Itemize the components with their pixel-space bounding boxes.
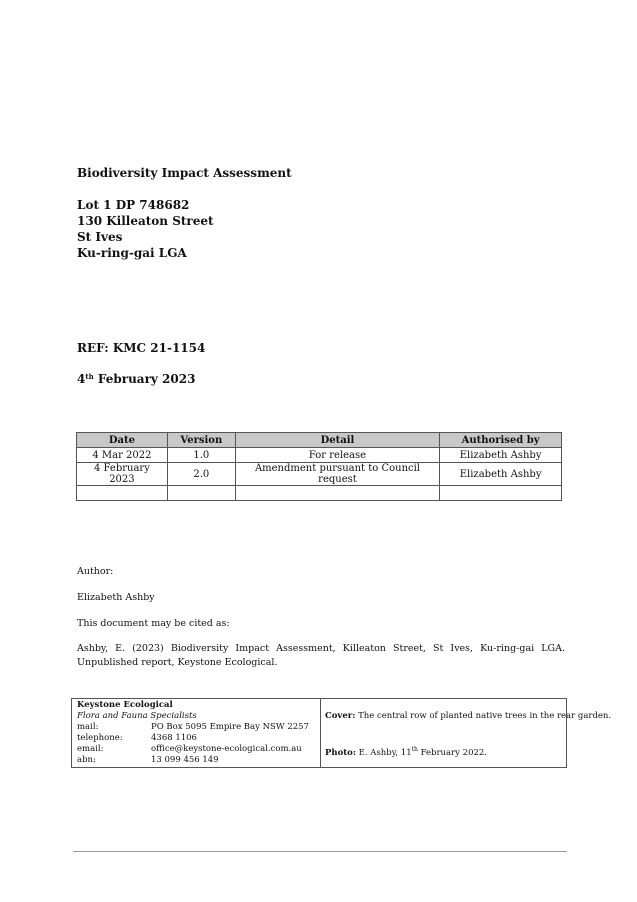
header-date: Date bbox=[77, 433, 168, 448]
cell-authorised-by: Elizabeth Ashby bbox=[440, 463, 562, 486]
header-version: Version bbox=[167, 433, 235, 448]
contact-key: mail: bbox=[77, 722, 99, 732]
cell-version bbox=[167, 486, 235, 501]
contact-telephone bbox=[77, 733, 197, 744]
cell-date: 4 Mar 2022 bbox=[77, 448, 168, 463]
document-date bbox=[77, 372, 195, 386]
cell-date: 4 February 2023 bbox=[77, 463, 168, 486]
company-contact bbox=[72, 699, 321, 767]
author-label: Author: bbox=[77, 566, 114, 577]
address-line: St Ives bbox=[77, 230, 123, 244]
contact-value: 4368 1106 bbox=[151, 733, 197, 743]
contact-key: email: bbox=[77, 744, 104, 754]
contact-email bbox=[77, 744, 302, 755]
table-header-row bbox=[77, 433, 562, 448]
contact-mail bbox=[77, 722, 309, 733]
photo-text-pre: E. Ashby, 11 bbox=[355, 747, 412, 758]
cell-detail: For release bbox=[235, 448, 439, 463]
header-authorised-by: Authorised by bbox=[440, 433, 562, 448]
citation-label: This document may be cited as: bbox=[77, 618, 230, 629]
contact-key: abn: bbox=[77, 755, 96, 765]
reference-number: REF: KMC 21-1154 bbox=[77, 341, 206, 355]
photo-sup: th bbox=[411, 746, 418, 753]
photo-text-post: February 2022. bbox=[417, 747, 488, 758]
cover-text: The central row of planted native trees in the rear garden. bbox=[355, 711, 612, 721]
date-suffix: th bbox=[85, 372, 94, 381]
date-day: 4 bbox=[77, 372, 86, 386]
header-detail: Detail bbox=[235, 433, 439, 448]
cover-label: Cover: bbox=[325, 711, 356, 721]
document-title: Biodiversity Impact Assessment bbox=[77, 166, 292, 180]
company-info-box bbox=[71, 698, 612, 768]
cell-detail bbox=[235, 486, 439, 501]
photo-credit bbox=[325, 744, 488, 758]
date-rest: February 2023 bbox=[93, 372, 196, 386]
cell-authorised-by: Elizabeth Ashby bbox=[440, 448, 562, 463]
cell-detail: Amendment pursuant to Council request bbox=[235, 463, 439, 486]
cell-date bbox=[77, 486, 168, 501]
cell-version: 2.0 bbox=[167, 463, 235, 486]
table-row bbox=[77, 463, 562, 486]
contact-value: office@keystone-ecological.com.au bbox=[151, 744, 302, 754]
author-name: Elizabeth Ashby bbox=[77, 592, 155, 603]
table-row-empty bbox=[77, 486, 562, 501]
table-row bbox=[77, 448, 562, 463]
cell-version: 1.0 bbox=[167, 448, 235, 463]
version-table bbox=[76, 432, 562, 501]
contact-value: PO Box 5095 Empire Bay NSW 2257 bbox=[151, 722, 309, 732]
company-name: Keystone Ecological bbox=[77, 700, 173, 710]
footer-divider bbox=[73, 851, 567, 852]
company-tagline: Flora and Fauna Specialists bbox=[77, 711, 197, 721]
contact-abn bbox=[77, 755, 219, 766]
address-line: Lot 1 DP 748682 bbox=[77, 198, 190, 212]
site-address bbox=[77, 197, 214, 261]
cell-authorised-by bbox=[440, 486, 562, 501]
citation-text: Ashby, E. (2023) Biodiversity Impact Assessment, Killeaton Street, St Ives, Ku-ring-gai LGA. Unpublished report, Keystone Ecological. bbox=[77, 643, 565, 668]
contact-key: telephone: bbox=[77, 733, 123, 743]
cover-caption bbox=[325, 711, 611, 722]
contact-value: 13 099 456 149 bbox=[151, 755, 219, 765]
address-line: 130 Killeaton Street bbox=[77, 214, 214, 228]
photo-label: Photo: bbox=[325, 747, 356, 758]
address-line: Ku-ring-gai LGA bbox=[77, 246, 187, 260]
